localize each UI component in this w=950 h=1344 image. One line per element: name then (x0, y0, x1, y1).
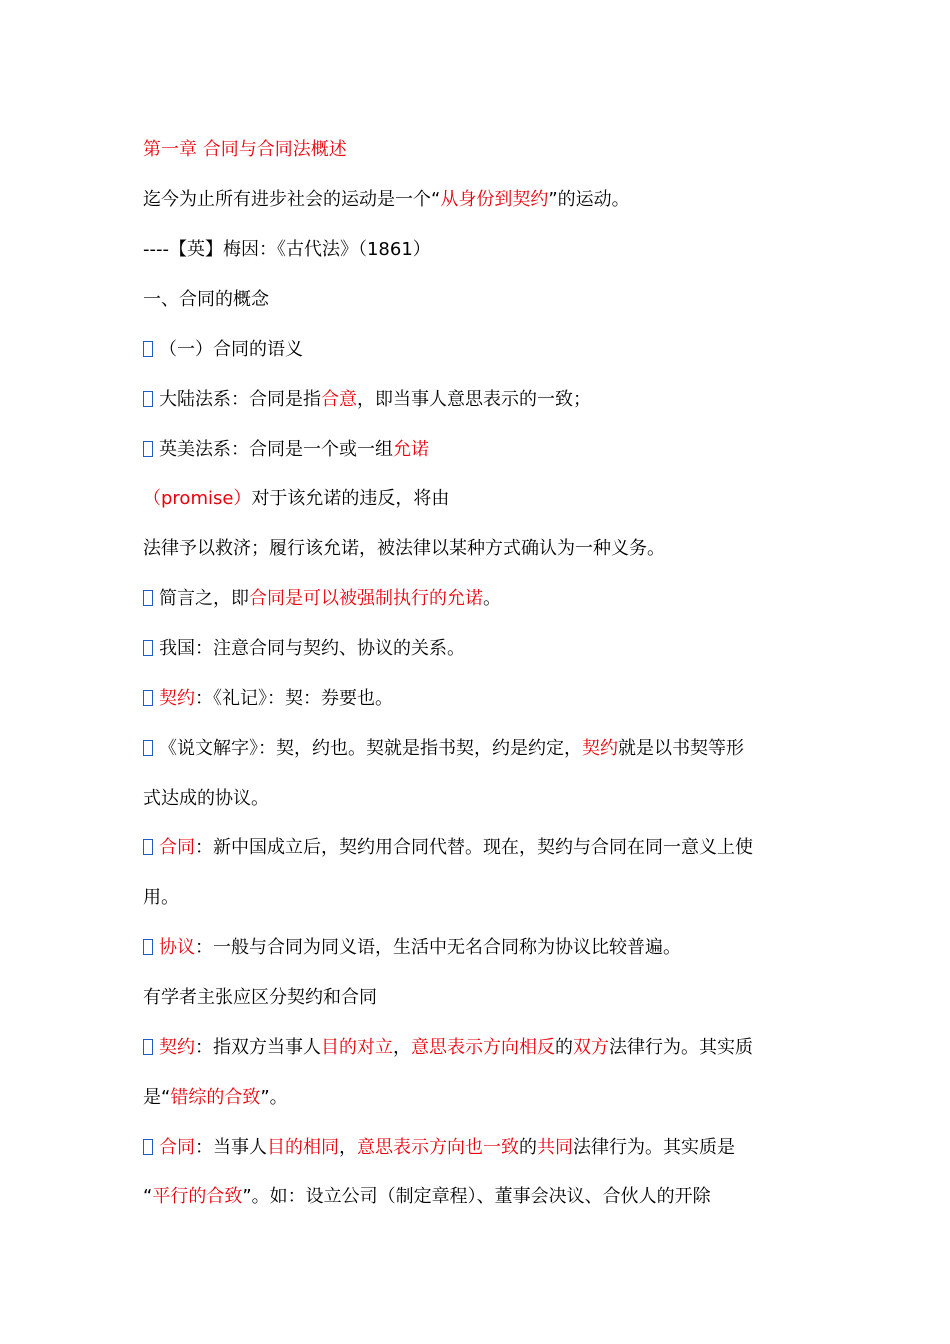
quote-attribution (143, 238, 823, 262)
highlight-text: 意思表示方向也一致 (357, 1137, 519, 1158)
highlight-text: 合同是可以被强制执行的允诺 (249, 588, 483, 609)
bullet-box-icon (143, 690, 153, 706)
text-span: ， (393, 1037, 411, 1058)
list-item (143, 936, 823, 960)
paragraph-line (143, 537, 823, 561)
text-span: 的 (519, 1137, 537, 1158)
list-item (143, 836, 823, 860)
subsection-heading (143, 338, 823, 362)
text-span: （一）合同的语义 (159, 339, 303, 360)
highlight-text: 契约 (159, 1037, 195, 1058)
paragraph-line (143, 1185, 823, 1209)
text-span: ”。如：设立公司（制定章程）、董事会决议、合伙人的开除 (242, 1186, 711, 1207)
text-span: ----【英】梅因：《古代法》（1861） (143, 239, 431, 260)
bullet-box-icon (143, 1139, 153, 1155)
text-span: ， (339, 1137, 357, 1158)
text-span: 法律行为。其实质 (609, 1037, 753, 1058)
list-item (143, 587, 823, 611)
highlight-text: 允诺 (393, 439, 429, 460)
text-span: 法律予以救济；履行该允诺，被法律以某种方式确认为一种义务。 (143, 538, 665, 559)
highlight-text: 目的对立 (321, 1037, 393, 1058)
text-span: ：当事人 (195, 1137, 267, 1158)
bullet-box-icon (143, 740, 153, 756)
bullet-box-icon (143, 341, 153, 357)
highlight-text: 契约 (159, 688, 195, 709)
highlight-text: （promise） (143, 488, 252, 509)
list-item (143, 687, 823, 711)
text-span: 对于该允诺的违反，将由 (251, 488, 450, 509)
text-span: ：新中国成立后，契约用合同代替。现在，契约与合同在同一意义上使 (195, 837, 753, 858)
list-item (143, 388, 823, 412)
highlight-text: 平行的合致 (152, 1186, 243, 1207)
text-span: 是“ (143, 1087, 171, 1108)
paragraph-line (143, 1086, 823, 1110)
text-span: 我国：注意合同与契约、协议的关系。 (159, 638, 465, 659)
text-span: ”。 (260, 1087, 288, 1108)
text-span: ：一般与合同为同义语，生活中无名合同称为协议比较普遍。 (195, 937, 681, 958)
text-span: ，即当事人意思表示的一致； (357, 389, 591, 410)
list-item (143, 1136, 823, 1160)
text-span: 法律行为。其实质是 (573, 1137, 735, 1158)
paragraph-line (143, 487, 823, 511)
text-span: 式达成的协议。 (143, 788, 269, 809)
highlight-text: 目的相同 (267, 1137, 339, 1158)
chapter-title (143, 138, 823, 162)
text-span: 。 (483, 588, 501, 609)
text-span: “ (143, 1186, 153, 1207)
highlight-text: 合同 (159, 1137, 195, 1158)
list-item (143, 1036, 823, 1060)
text-span: 就是以书契等形 (618, 738, 744, 759)
bullet-box-icon (143, 441, 153, 457)
text-span: 《说文解字》：契，约也。契就是指书契，约是约定， (159, 738, 582, 759)
highlight-text: 双方 (573, 1037, 609, 1058)
bullet-box-icon (143, 1039, 153, 1055)
text-span: 迄今为止所有进步社会的运动是一个“ (143, 189, 441, 210)
text-span: 大陆法系：合同是指 (159, 389, 321, 410)
highlight-text: 合同 (159, 837, 195, 858)
highlight-text: 协议 (159, 937, 195, 958)
highlight-text: 错综的合致 (170, 1087, 261, 1108)
section-heading (143, 288, 823, 312)
text-span: ：指双方当事人 (195, 1037, 321, 1058)
text-span: 有学者主张应区分契约和合同 (143, 987, 377, 1008)
text-span: 用。 (143, 887, 179, 908)
text-span: ”的运动。 (548, 189, 630, 210)
text-span: 英美法系：合同是一个或一组 (159, 439, 393, 460)
paragraph-line (143, 886, 823, 910)
section-heading-text: 一、合同的概念 (143, 289, 269, 310)
highlight-text: 意思表示方向相反 (411, 1037, 555, 1058)
bullet-box-icon (143, 640, 153, 656)
text-span: ：《礼记》：契：券要也。 (195, 688, 393, 709)
paragraph-line (143, 986, 823, 1010)
chapter-title-text: 第一章 合同与合同法概述 (143, 139, 347, 160)
highlight-text: 合意 (321, 389, 357, 410)
highlight-text: 共同 (537, 1137, 573, 1158)
list-item (143, 438, 823, 462)
bullet-box-icon (143, 839, 153, 855)
bullet-box-icon (143, 939, 153, 955)
bullet-box-icon (143, 391, 153, 407)
text-span: 简言之，即 (159, 588, 249, 609)
list-item (143, 737, 823, 761)
text-span: 的 (555, 1037, 573, 1058)
bullet-box-icon (143, 590, 153, 606)
paragraph-quote (143, 188, 823, 212)
highlight-text: 从身份到契约 (440, 189, 549, 210)
paragraph-line (143, 787, 823, 811)
highlight-text: 契约 (582, 738, 618, 759)
list-item (143, 637, 823, 661)
